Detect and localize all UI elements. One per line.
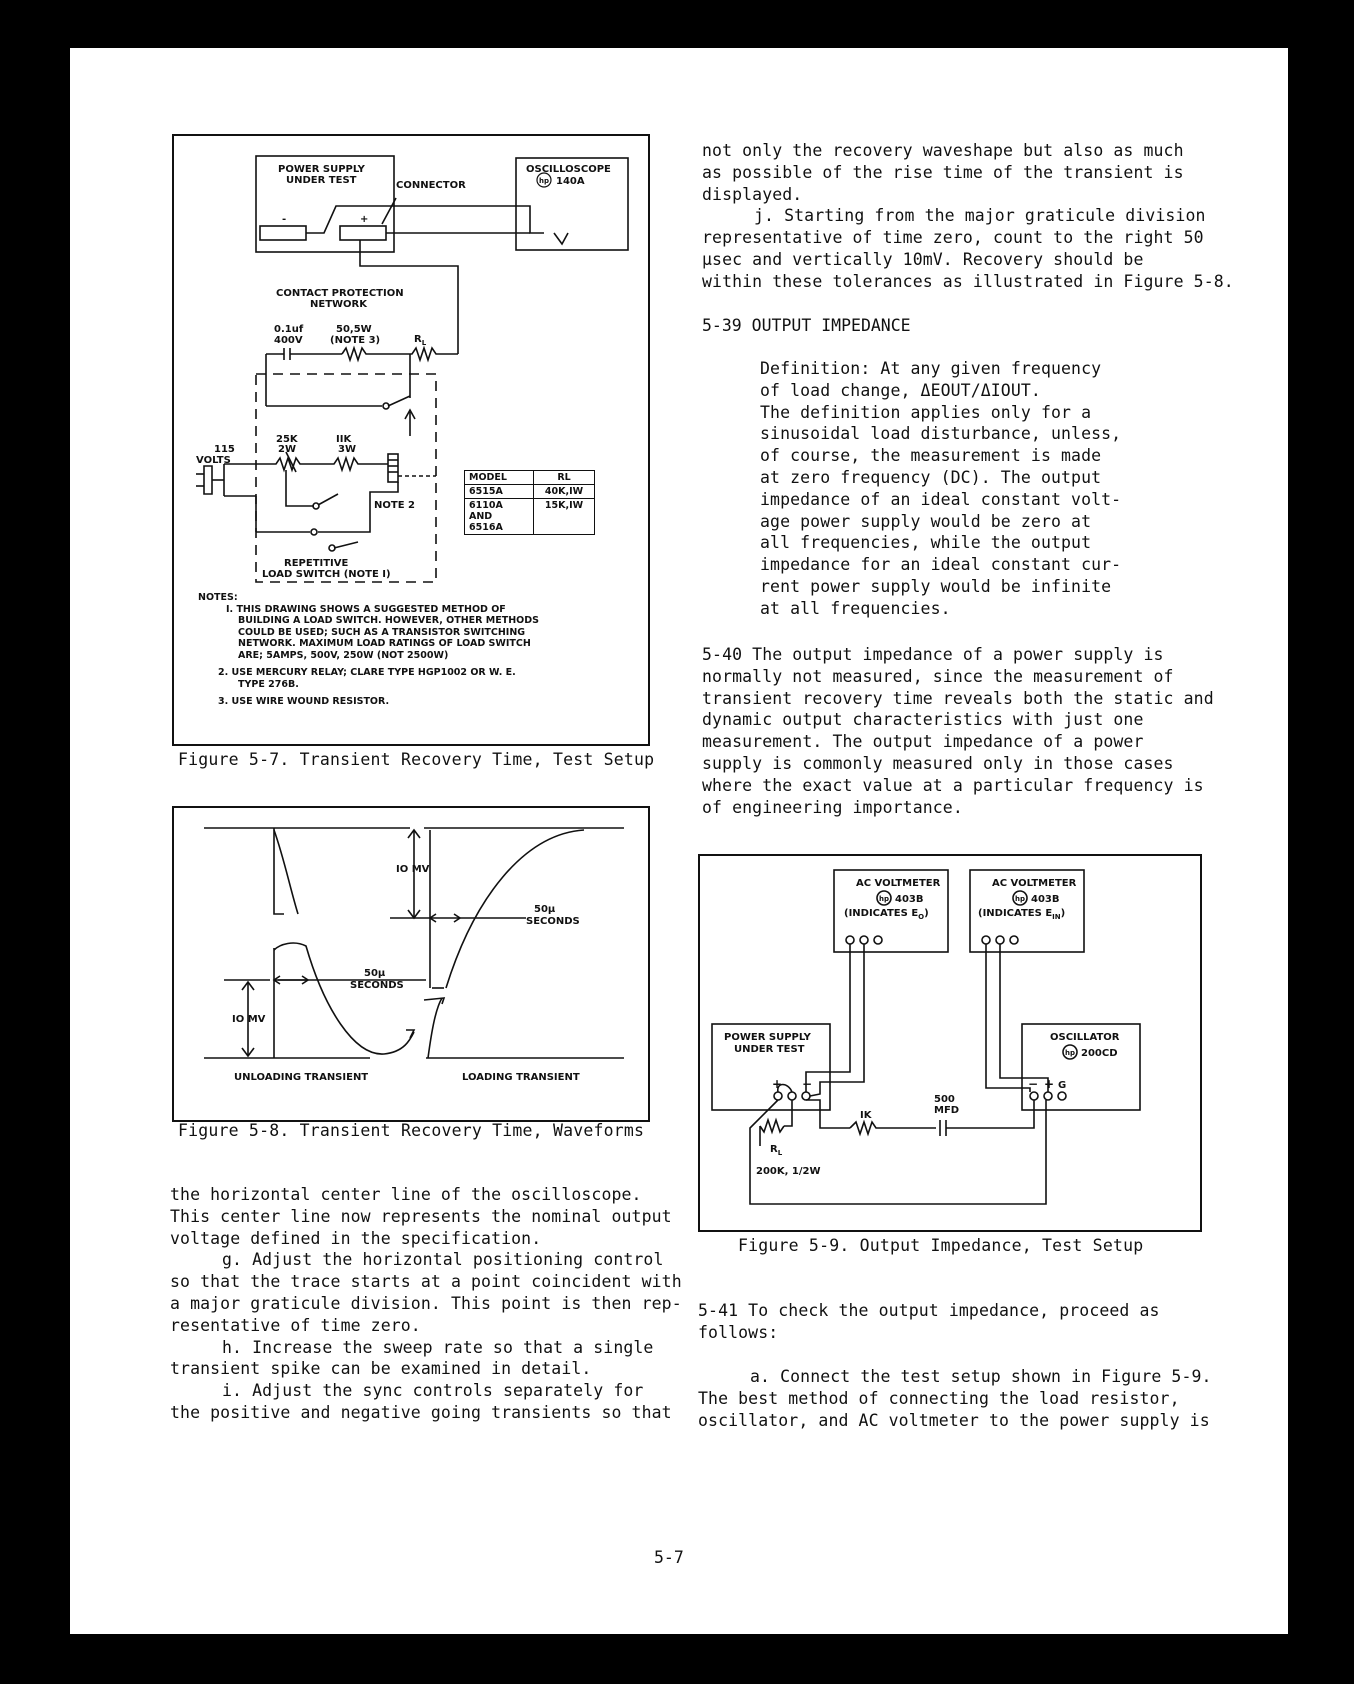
figure-5-8 <box>172 806 650 1122</box>
fig57-label-cap1: 0.1uf <box>274 324 304 335</box>
figure-5-8-caption: Figure 5-8. Transient Recovery Time, Waveforms <box>178 1121 645 1140</box>
fig57-label-res1: 50,5W <box>336 324 372 335</box>
left-text-line: the horizontal center line of the oscilloscope. <box>170 1185 642 1204</box>
para-540-line: where the exact value at a particular frequency is <box>702 775 1204 795</box>
fig57-table-header-model: MODEL <box>465 471 534 485</box>
fig57-label-minus: - <box>282 214 287 225</box>
fig57-note-line: NOTES: <box>198 592 238 603</box>
left-text-line: voltage defined in the specification. <box>170 1228 542 1248</box>
fig59-label-500: 500 <box>934 1094 955 1105</box>
step-a-line: oscillator, and AC voltmeter to the power supply is <box>698 1410 1210 1430</box>
fig57-label-plus: + <box>360 214 369 225</box>
para-540-line: of engineering importance. <box>702 797 963 817</box>
fig59-voltmeter1-indicates: (INDICATES $E_O$) <box>844 908 929 921</box>
fig57-label-cap2: 400V <box>274 335 303 346</box>
fig58-label-10mv-top: IO MV <box>396 864 430 875</box>
fig59-osc-label1: OSCILLATOR <box>1050 1032 1120 1043</box>
fig57-note-line: BUILDING A LOAD SWITCH. HOWEVER, OTHER METHODS <box>238 615 539 626</box>
fig57-label-rep2: LOAD SWITCH (NOTE I) <box>262 569 391 580</box>
fig57-table-cell: 6515A <box>465 485 534 499</box>
definition-line: of load change, ΔEOUT/ΔIOUT. <box>760 380 1041 400</box>
step-i-line: i. Adjust the sync controls separately for <box>222 1381 644 1401</box>
para-540-line: supply is commonly measured only in those cases <box>702 753 1174 773</box>
figure-5-9 <box>698 854 1202 1232</box>
fig59-psu-minus: − <box>802 1077 813 1091</box>
figure-5-9-caption: Figure 5-9. Output Impedance, Test Setup <box>738 1236 1144 1255</box>
definition-line: impedance for an ideal constant cur- <box>760 555 1122 575</box>
fig57-label-psu2: UNDER TEST <box>286 175 357 186</box>
definition-line: age power supply would be zero at <box>760 511 1092 531</box>
fig57-note-line: 2. USE MERCURY RELAY; CLARE TYPE HGP1002 OR W. E. <box>218 667 516 678</box>
definition-line: all frequencies, while the output <box>760 533 1092 553</box>
para-540-line: normally not measured, since the measurement of <box>702 666 1174 686</box>
definition-line: impedance of an ideal constant volt- <box>760 489 1122 509</box>
fig59-voltmeter1-hp: hp <box>879 895 889 903</box>
fig57-table-cell: 15K,IW <box>534 499 595 535</box>
fig59-voltmeter2-model: 403B <box>1031 894 1060 905</box>
definition-line: at all frequencies. <box>760 598 951 618</box>
paragraph-5-41 <box>698 1300 1160 1344</box>
fig57-label-connector: CONNECTOR <box>396 180 466 191</box>
step-j-line: j. Starting from the major graticule division <box>754 206 1206 226</box>
left-column-text <box>170 1184 682 1424</box>
right-text-line: as possible of the rise time of the transient is <box>702 162 1184 182</box>
step-g-line: a major graticule division. This point is then rep- <box>170 1293 682 1313</box>
fig57-note-line: 3. USE WIRE WOUND RESISTOR. <box>218 696 390 707</box>
para-541-line: 5-41 To check the output impedance, proceed as <box>698 1301 1160 1320</box>
fig59-osc-plus: + <box>1044 1077 1055 1091</box>
fig58-label-50us-bottom: 50µ <box>364 968 386 979</box>
figure-5-9-drawing <box>700 856 1200 1230</box>
step-i-line: the positive and negative going transients so that <box>170 1402 672 1422</box>
fig58-label-loading: LOADING TRANSIENT <box>462 1072 580 1083</box>
fig57-label-rl: $R_L$ <box>414 334 427 347</box>
fig57-notes <box>198 592 539 708</box>
right-text-line: not only the recovery waveshape but also as much <box>702 141 1184 160</box>
paragraph-5-40 <box>702 644 1214 818</box>
fig57-table-cell: 40K,IW <box>534 485 595 499</box>
fig59-psu-plus: + <box>772 1077 783 1091</box>
fig59-voltmeter1-title: AC VOLTMETER <box>856 878 941 889</box>
fig57-label-volts2: VOLTS <box>196 455 231 466</box>
definition-line: Definition: At any given frequency <box>760 359 1102 378</box>
step-g-line: resentative of time zero. <box>170 1315 421 1335</box>
fig59-psu-label2: UNDER TEST <box>734 1044 805 1055</box>
fig59-label-rl: $R_L$ <box>770 1144 783 1157</box>
fig57-label-psu: POWER SUPPLY <box>278 164 365 175</box>
para-540-line: measurement. The output impedance of a power <box>702 732 1144 752</box>
fig57-label-note2: NOTE 2 <box>374 500 415 511</box>
fig57-label-cpn2: NETWORK <box>310 299 368 310</box>
fig57-rl-table <box>464 470 595 535</box>
fig57-label-rep1: REPETITIVE <box>284 558 349 569</box>
fig57-note-line: COULD BE USED; SUCH AS A TRANSISTOR SWITCHING <box>238 626 526 638</box>
fig57-label-11k: IIK <box>336 434 352 445</box>
step-j-line: µsec and vertically 10mV. Recovery should be <box>702 249 1144 269</box>
para-541-line: follows: <box>698 1322 779 1342</box>
fig59-voltmeter2-hp: hp <box>1015 895 1025 903</box>
fig57-label-scope: OSCILLOSCOPE <box>526 164 611 175</box>
figure-5-7-caption: Figure 5-7. Transient Recovery Time, Test Setup <box>178 750 655 769</box>
fig59-voltmeter1-model: 403B <box>895 894 924 905</box>
fig58-label-seconds-top: SECONDS <box>526 916 580 927</box>
definition-line: sinusoidal load disturbance, unless, <box>760 424 1122 444</box>
step-a <box>698 1366 1212 1431</box>
fig57-label-cpn: CONTACT PROTECTION <box>276 288 404 299</box>
fig57-note-line: TYPE 276B. <box>238 678 299 690</box>
step-a-line: a. Connect the test setup shown in Figure 5-9. <box>750 1367 1212 1386</box>
fig59-osc-minus: − <box>1028 1077 1039 1091</box>
fig57-label-25k: 25K <box>276 434 298 445</box>
fig57-label-scope-model: 140A <box>556 176 585 187</box>
fig57-hp-logo: hp <box>539 177 549 185</box>
step-j-line: representative of time zero, count to the right 50 <box>702 228 1204 248</box>
fig58-label-10mv-bottom: IO MV <box>232 1014 266 1025</box>
section-5-39-heading: 5-39 OUTPUT IMPEDANCE <box>702 316 911 335</box>
right-text-line: displayed. <box>702 184 803 204</box>
definition-line: of course, the measurement is made <box>760 446 1102 466</box>
step-a-line: The best method of connecting the load resistor, <box>698 1388 1180 1408</box>
para-540-line: transient recovery time reveals both the static and <box>702 688 1214 708</box>
fig58-label-seconds-bottom: SECONDS <box>350 980 404 991</box>
definition-line: at zero frequency (DC). The output <box>760 467 1102 487</box>
manual-page <box>70 48 1288 1634</box>
fig57-table-cell: 6110A AND 6516A <box>465 499 534 535</box>
fig59-voltmeter2-title: AC VOLTMETER <box>992 878 1077 889</box>
fig59-label-mfd: MFD <box>934 1105 960 1116</box>
step-g-line: so that the trace starts at a point coincident with <box>170 1272 682 1292</box>
step-h-line: transient spike can be examined in detail. <box>170 1359 592 1379</box>
definition-line: The definition applies only for a <box>760 402 1092 422</box>
fig59-label-rl-value: 200K, 1/2W <box>756 1166 821 1177</box>
fig57-label-volts1: 115 <box>214 444 235 455</box>
fig59-osc-label2: 200CD <box>1081 1048 1118 1059</box>
fig59-voltmeter2-indicates: (INDICATES $E_{IN}$) <box>978 908 1066 921</box>
fig57-label-2w: 2W <box>278 444 296 455</box>
fig57-note-line: NETWORK. MAXIMUM LOAD RATINGS OF LOAD SWITCH <box>238 638 531 649</box>
figure-5-8-drawing <box>174 808 648 1120</box>
fig58-label-50us-top: 50µ <box>534 904 556 915</box>
step-h-line: h. Increase the sweep rate so that a single <box>222 1337 654 1357</box>
fig59-psu-label1: POWER SUPPLY <box>724 1032 811 1043</box>
page-number: 5-7 <box>654 1548 684 1567</box>
fig59-osc-hp: hp <box>1065 1049 1075 1057</box>
figure-5-7 <box>172 134 650 746</box>
fig58-label-unloading: UNLOADING TRANSIENT <box>234 1072 369 1083</box>
definition-line: rent power supply would be infinite <box>760 576 1112 596</box>
fig57-label-3w: 3W <box>338 444 356 455</box>
step-g-line: g. Adjust the horizontal positioning control <box>222 1250 664 1270</box>
fig57-table-header-rl: RL <box>534 471 595 485</box>
left-text-line: This center line now represents the nominal output <box>170 1206 672 1226</box>
right-column-top <box>702 140 1234 293</box>
fig59-label-1k: IK <box>860 1110 872 1121</box>
fig59-osc-ground: G <box>1058 1080 1067 1091</box>
step-j-line: within these tolerances as illustrated in Figure 5-8. <box>702 271 1234 291</box>
fig57-note-line: I. THIS DRAWING SHOWS A SUGGESTED METHOD OF <box>226 603 506 615</box>
definition-block <box>760 358 1121 620</box>
para-540-line: dynamic output characteristics with just one <box>702 710 1144 730</box>
fig57-label-res2: (NOTE 3) <box>330 335 381 346</box>
fig57-note-line: ARE; 5AMPS, 500V, 250W (NOT 2500W) <box>238 649 449 661</box>
para-540-line: 5-40 The output impedance of a power supply is <box>702 645 1164 664</box>
